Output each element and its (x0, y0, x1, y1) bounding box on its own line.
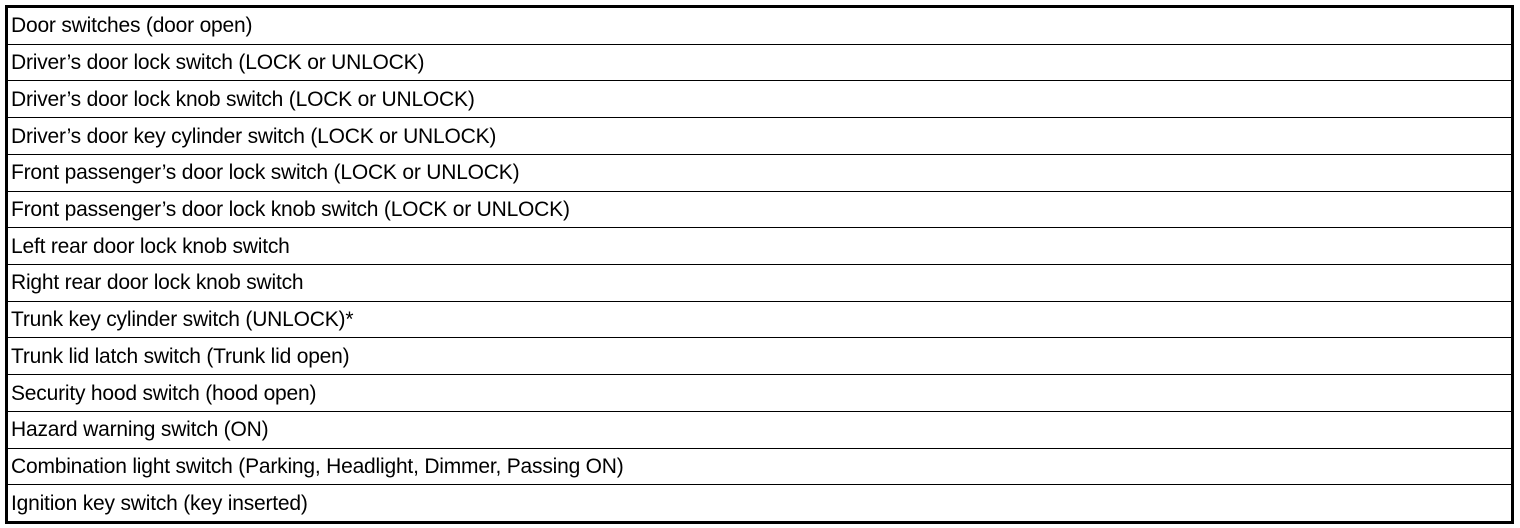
table-cell: Combination light switch (Parking, Headlight, Dimmer, Passing ON) (11, 454, 624, 478)
table-cell: Ignition key switch (key inserted) (11, 491, 308, 515)
table-cell: Driver’s door lock knob switch (LOCK or UNLOCK) (11, 87, 475, 111)
table-row (8, 154, 1511, 191)
table-cell: Front passenger’s door lock knob switch (LOCK or UNLOCK) (11, 197, 570, 221)
switch-table (5, 5, 1514, 524)
table-row (8, 191, 1511, 228)
table-body (8, 8, 1511, 521)
table-row (8, 8, 1511, 44)
table-cell: Left rear door lock knob switch (11, 234, 290, 258)
table-cell: Door switches (door open) (11, 14, 253, 38)
table-row (8, 264, 1511, 301)
table-row (8, 301, 1511, 338)
table-cell: Security hood switch (hood open) (11, 381, 317, 405)
table-row (8, 484, 1511, 521)
table-row (8, 44, 1511, 81)
table-row (8, 117, 1511, 154)
table-cell: Trunk key cylinder switch (UNLOCK)* (11, 308, 354, 332)
table-row (8, 448, 1511, 485)
table-row (8, 80, 1511, 117)
table-row (8, 374, 1511, 411)
table-cell: Driver’s door lock switch (LOCK or UNLOCK) (11, 51, 425, 75)
table-row (8, 411, 1511, 448)
table-cell: Hazard warning switch (ON) (11, 418, 269, 442)
table-cell: Trunk lid latch switch (Trunk lid open) (11, 344, 350, 368)
table-cell: Front passenger’s door lock switch (LOCK or UNLOCK) (11, 161, 520, 185)
table-cell: Right rear door lock knob switch (11, 271, 304, 295)
table-cell: Driver’s door key cylinder switch (LOCK or UNLOCK) (11, 124, 497, 148)
table-row (8, 337, 1511, 374)
table-row (8, 227, 1511, 264)
